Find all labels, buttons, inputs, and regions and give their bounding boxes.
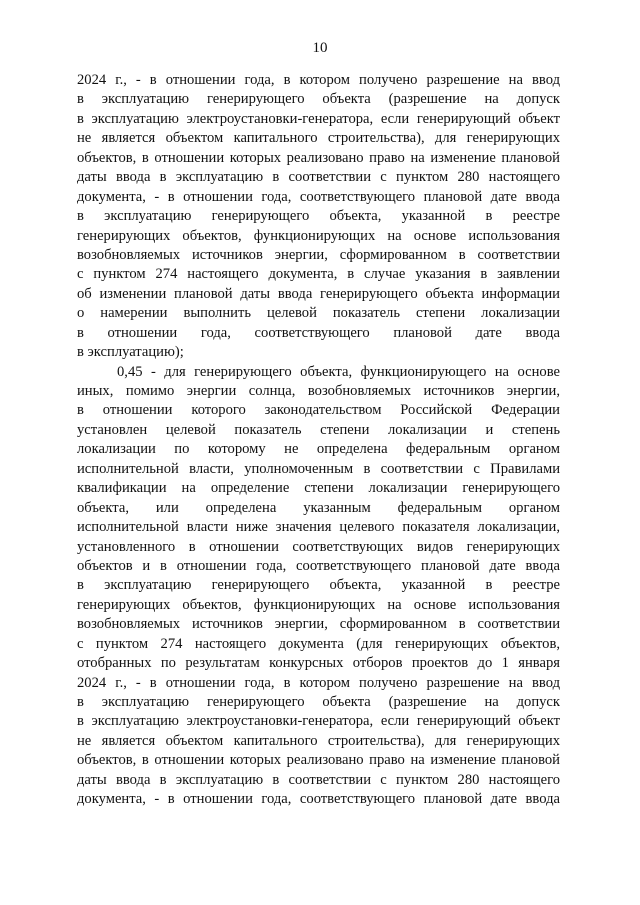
text-line: в эксплуатацию генерирующего объекта, указанной в реестре bbox=[77, 208, 560, 225]
text-line: 2024 г., - в отношении года, в котором получено разрешение на ввод bbox=[77, 674, 560, 691]
text-line: в отношении года, соответствующего плановой дате ввода bbox=[77, 324, 560, 341]
text-line: объектов и в отношении года, соответствующего плановой дате ввода bbox=[77, 557, 560, 574]
text-line: документа, - в отношении года, соответствующего плановой дате ввода bbox=[77, 188, 560, 205]
text-line: в эксплуатацию генерирующего объекта (разрешение на допуск bbox=[77, 694, 560, 710]
text-line: объекта, или определена указанным федеральным органом bbox=[77, 499, 560, 516]
text-line: даты ввода в эксплуатацию в соответствии с пунктом 280 настоящего bbox=[77, 771, 560, 788]
text-line: установлен целевой показатель степени локализации и степень bbox=[77, 421, 560, 438]
text-line: в эксплуатацию генерирующего объекта, указанной в реестре bbox=[77, 577, 560, 594]
text-line: исполнительной власти ниже значения целевого показателя локализации, bbox=[77, 519, 560, 536]
text-line: с пунктом 274 настоящего документа, в случае указания в заявлении bbox=[77, 266, 560, 283]
text-line: квалификации на определение степени локализации генерирующего bbox=[77, 480, 560, 497]
text-line: иных, помимо энергии солнца, возобновляемых источников энергии, bbox=[77, 383, 560, 399]
text-line: генерирующих объектов, функционирующих на основе использования bbox=[77, 596, 560, 613]
text-line: объектов, в отношении которых реализовано право на изменение плановой bbox=[77, 752, 560, 769]
text-line: отобранных по результатам конкурсных отборов проектов до 1 января bbox=[77, 655, 560, 672]
text-line: объектов, в отношении которых реализовано право на изменение плановой bbox=[77, 149, 560, 166]
text-line: даты ввода в эксплуатацию в соответствии с пунктом 280 настоящего bbox=[77, 169, 560, 186]
text-line: 0,45 - для генерирующего объекта, функционирующего на основе bbox=[117, 363, 560, 380]
text-line: не является объектом капитального строительства), для генерирующих bbox=[77, 130, 560, 147]
text-line: локализации по которому не определена федеральным органом bbox=[77, 441, 560, 458]
text-line: в эксплуатацию генерирующего объекта (разрешение на допуск bbox=[77, 91, 560, 108]
text-line: о намерении выполнить целевой показатель степени локализации bbox=[77, 305, 560, 322]
text-line: не является объектом капитального строительства), для генерирующих bbox=[77, 732, 560, 749]
text-line: исполнительной власти, уполномоченным в соответствии с Правилами bbox=[77, 460, 560, 477]
text-line: в эксплуатацию электроустановки-генератора, если генерирующий объект bbox=[77, 713, 560, 730]
text-line: возобновляемых источников энергии, сформированном в соответствии bbox=[77, 246, 560, 263]
text-line: в отношении которого законодательством Российской Федерации bbox=[77, 402, 560, 419]
text-line: в эксплуатацию электроустановки-генератора, если генерирующий объект bbox=[77, 110, 560, 127]
text-line: генерирующих объектов, функционирующих на основе использования bbox=[77, 227, 560, 244]
text-line: об изменении плановой даты ввода генерирующего объекта информации bbox=[77, 285, 560, 302]
text-line: возобновляемых источников энергии, сформированном в соответствии bbox=[77, 616, 560, 633]
body-text bbox=[77, 71, 560, 810]
text-line: документа, - в отношении года, соответствующего плановой дате ввода bbox=[77, 791, 560, 808]
text-line: в эксплуатацию); bbox=[77, 344, 184, 361]
text-line: с пунктом 274 настоящего документа (для генерирующих объектов, bbox=[77, 635, 560, 652]
text-line: 2024 г., - в отношении года, в котором получено разрешение на ввод bbox=[77, 72, 560, 88]
text-line: установленного в отношении соответствующих видов генерирующих bbox=[77, 538, 560, 555]
page-number: 10 bbox=[312, 40, 328, 56]
